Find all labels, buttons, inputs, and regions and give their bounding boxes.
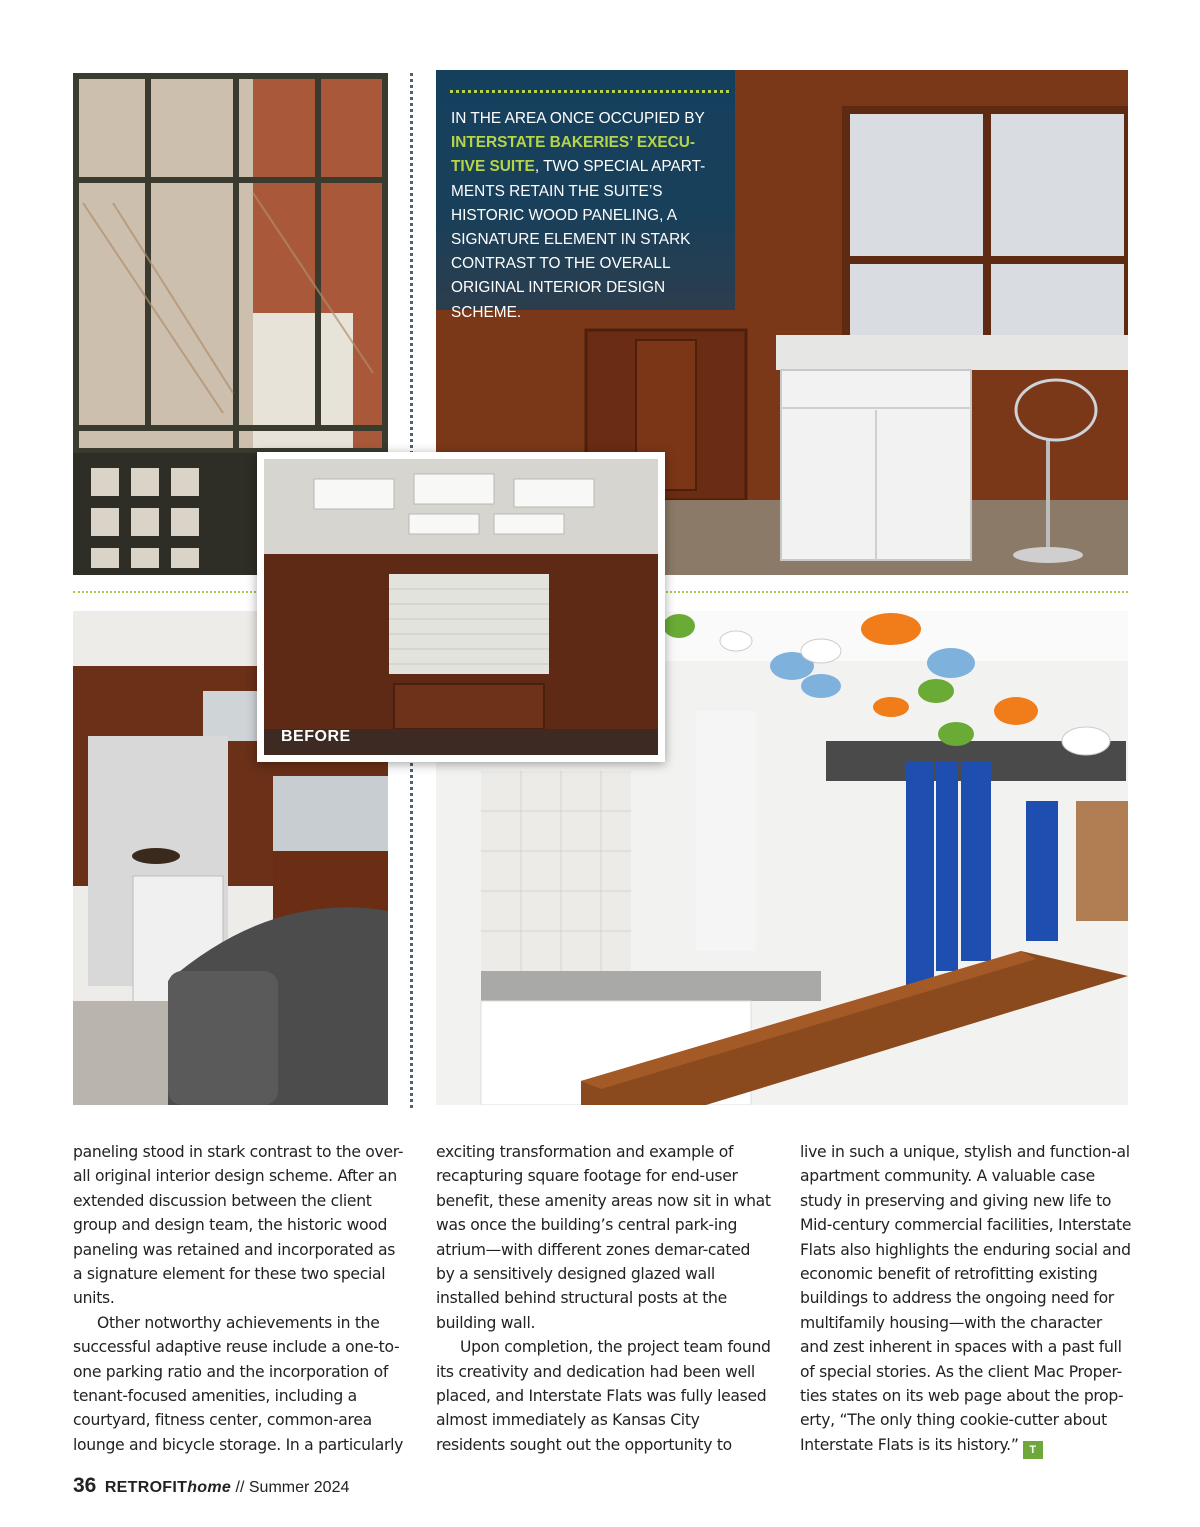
before-room-illustration (264, 459, 658, 755)
magazine-name-italic: home (187, 1479, 232, 1496)
paragraph-text: live in such a unique, stylish and function-al apartment community. A valuable case study in preserving and giving new life to Mid-century commercial facilities, Interstate Flats also highlights the enduring social and economic benefit of retrofitting existing buildings to address the ongoing need for multifamily housing—with the character and zest inherent in spaces with a past full of special stories. As the client Mac Proper-ties states on its web page about the prop-erty, “The only thing cookie-cutter about Interstate Flats is its history.” (800, 1143, 1132, 1454)
page-footer (73, 1474, 349, 1504)
end-mark-icon: T (1023, 1441, 1043, 1459)
paragraph: paneling stood in stark contrast to the over-all original interior design scheme. After an extended discussion between the client group and design team, the historic wood paneling was retained and incorporated as a signature element for these two special units. (73, 1143, 404, 1308)
magazine-name-bold: RETROFIT (104, 1479, 188, 1496)
caption-text (451, 107, 726, 325)
caption-text-part2: , TWO SPECIAL APART-MENTS RETAIN THE SUITE’S HISTORIC WOOD PANELING, A SIGNATURE ELEMENT IN STARK CONTRAST TO THE OVERALL ORIGINAL INTERIOR DESIGN SCHEME. (451, 158, 706, 321)
caption-highlight: INTERSTATE BAKERIES’ EXECU-TIVE SUITE (451, 134, 695, 176)
before-photo (257, 452, 665, 762)
caption-dotted-rule (450, 90, 729, 93)
before-label: BEFORE (281, 728, 351, 745)
caption-text-part1: IN THE AREA ONCE OCCUPIED BY (451, 110, 705, 127)
before-photo-image (264, 459, 658, 755)
page-number: 36 (73, 1474, 97, 1497)
paragraph: exciting transformation and example of recapturing square footage for end-user benefit, these amenity areas now sit in what was once the building’s central park-ing atrium—with different zones demar-cated by a sensitively designed glazed wall installed behind structural posts at the building wall. (436, 1143, 771, 1332)
paragraph: Other notworthy achievements in the successful adaptive reuse include a one-to-one parking ratio and the incorporation of tenant-focused amenities, including a courtyard, fitness center, common-area lounge and bicycle storage. In a particularly (73, 1313, 404, 1454)
magazine-name (105, 1479, 231, 1496)
text-column-2 (436, 1140, 771, 1457)
text-column-3 (800, 1140, 1135, 1459)
photo-caption (436, 70, 735, 321)
issue-date: // Summer 2024 (231, 1479, 350, 1496)
paragraph (800, 1140, 1135, 1459)
paragraph: Upon completion, the project team found its creativity and dedication had been well placed, and Interstate Flats was fully leased almost immediately as Kansas City residents sought out the opportunity to (436, 1338, 771, 1454)
text-column-1 (73, 1140, 408, 1457)
